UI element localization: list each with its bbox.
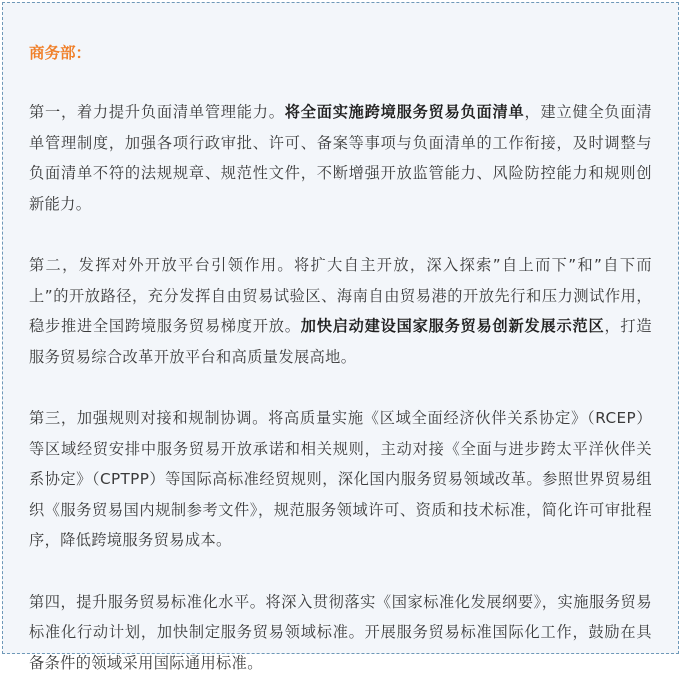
paragraph-2-text-a: 第二，发挥对外开放平台引领作用。将扩大自主开放，深入探索”自上而下”和”自下而上”的开放路径，充分发挥自由贸易试验区、海南自由贸易港的开放先行和压力测试作用，稳步推进全国跨境服务贸易梯度开放。 [29,256,652,335]
paragraph-1-text-b: ，建立健全负面清单管理制度，加强各项行政审批、许可、备案等事项与负面清单的工作衔接，及时调整与负面清单不符的法规规章、规范性文件，不断增强开放监管能力、风险防控能力和规则创新能力。 [29,103,652,213]
content-card [2,2,679,654]
paragraph-3 [29,403,652,556]
paragraph-3-text: 第三，加强规则对接和规制协调。将高质量实施《区域全面经济伙伴关系协定》（RCEP）等区域经贸安排中服务贸易开放承诺和相关规则，主动对接《全面与进步跨太平洋伙伴关系协定》（CPTPP）等国际高标准经贸规则，深化国内服务贸易领域改革。参照世界贸易组织《服务贸易国内规制参考文件》，规范服务领域许可、资质和技术标准，简化许可审批程序，降低跨境服务贸易成本。 [29,409,652,549]
paragraph-2 [29,250,652,372]
paragraph-4 [29,587,652,678]
paragraph-2-text-b: ，打造服务贸易综合改革开放平台和高质量发展高地。 [29,317,652,366]
section-heading: 商务部： [29,43,652,63]
paragraph-1-text-a: 第一，着力提升负面清单管理能力。 [29,103,285,121]
paragraph-1 [29,97,652,219]
paragraph-2-highlight: 加快启动建设国家服务贸易创新发展示范区 [301,317,605,335]
paragraph-4-text: 第四，提升服务贸易标准化水平。将深入贯彻落实《国家标准化发展纲要》，实施服务贸易标准化行动计划，加快制定服务贸易领域标准。开展服务贸易标准国际化工作，鼓励在具备条件的领域采用国际通用标准。 [29,593,652,672]
paragraph-1-highlight: 将全面实施跨境服务贸易负面清单 [285,103,525,121]
